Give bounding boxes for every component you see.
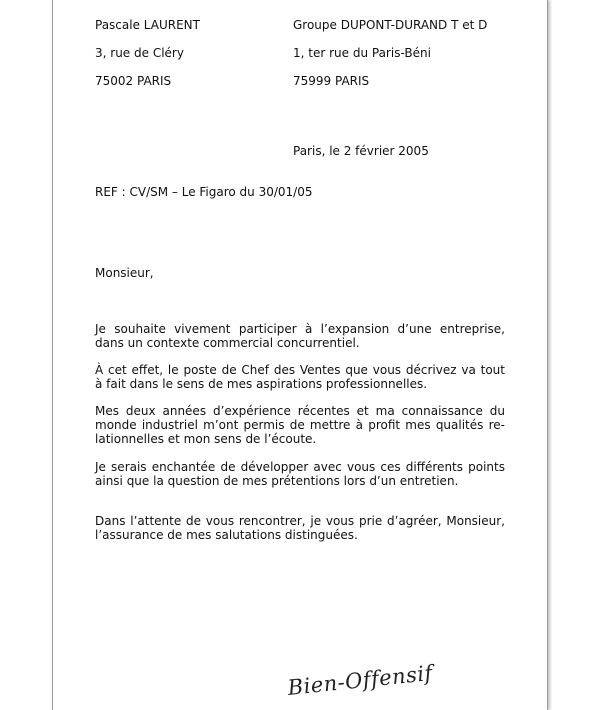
- sender-street: 3, rue de Cléry: [95, 46, 184, 60]
- salutation: Monsieur,: [95, 266, 154, 280]
- recipient-street: 1, ter rue du Paris-Béni: [293, 46, 431, 60]
- paragraph-line: Je serais enchantée de développer avec vous ces différents points: [95, 460, 505, 474]
- paragraph-line: À cet effet, le poste de Chef des Ventes que vous décrivez va tout: [95, 363, 505, 377]
- paragraph-1: [95, 322, 505, 350]
- paragraph-2: [95, 363, 505, 391]
- paragraph-3: [95, 404, 505, 446]
- paragraph-line: Je souhaite vivement participer à l’expansion d’une entreprise,: [95, 322, 505, 336]
- paragraph-line: à fait dans le sens de mes aspirations professionnelles.: [95, 377, 428, 391]
- recipient-city: 75999 PARIS: [293, 74, 370, 88]
- paragraph-line: ainsi que la question de mes prétentions lors d’un entretien.: [95, 474, 459, 488]
- paragraph-line: Mes deux années d’expérience récentes et ma connaissance du: [95, 404, 505, 418]
- date-line: Paris, le 2 février 2005: [293, 144, 429, 158]
- reference-line: REF : CV/SM – Le Figaro du 30/01/05: [95, 185, 313, 199]
- paragraph-line: Dans l’attente de vous rencontrer, je vous prie d’agréer, Monsieur,: [95, 514, 505, 528]
- sender-city: 75002 PARIS: [95, 74, 172, 88]
- letter-page: [52, 0, 548, 710]
- closing-paragraph: [95, 514, 505, 542]
- signature: Bien-Offensif: [286, 660, 434, 700]
- recipient-name: Groupe DUPONT-DURAND T et D: [293, 18, 488, 32]
- paragraph-line: dans un contexte commercial concurrentiel.: [95, 336, 360, 350]
- paragraph-line: lationnelles et mon sens de l’écoute.: [95, 432, 317, 446]
- paragraph-4: [95, 460, 505, 488]
- paragraph-line: l’assurance de mes salutations distinguées.: [95, 528, 358, 542]
- paragraph-line: monde industriel m’ont permis de mettre à profit mes qualités re-: [95, 418, 505, 432]
- sender-name: Pascale LAURENT: [95, 18, 200, 32]
